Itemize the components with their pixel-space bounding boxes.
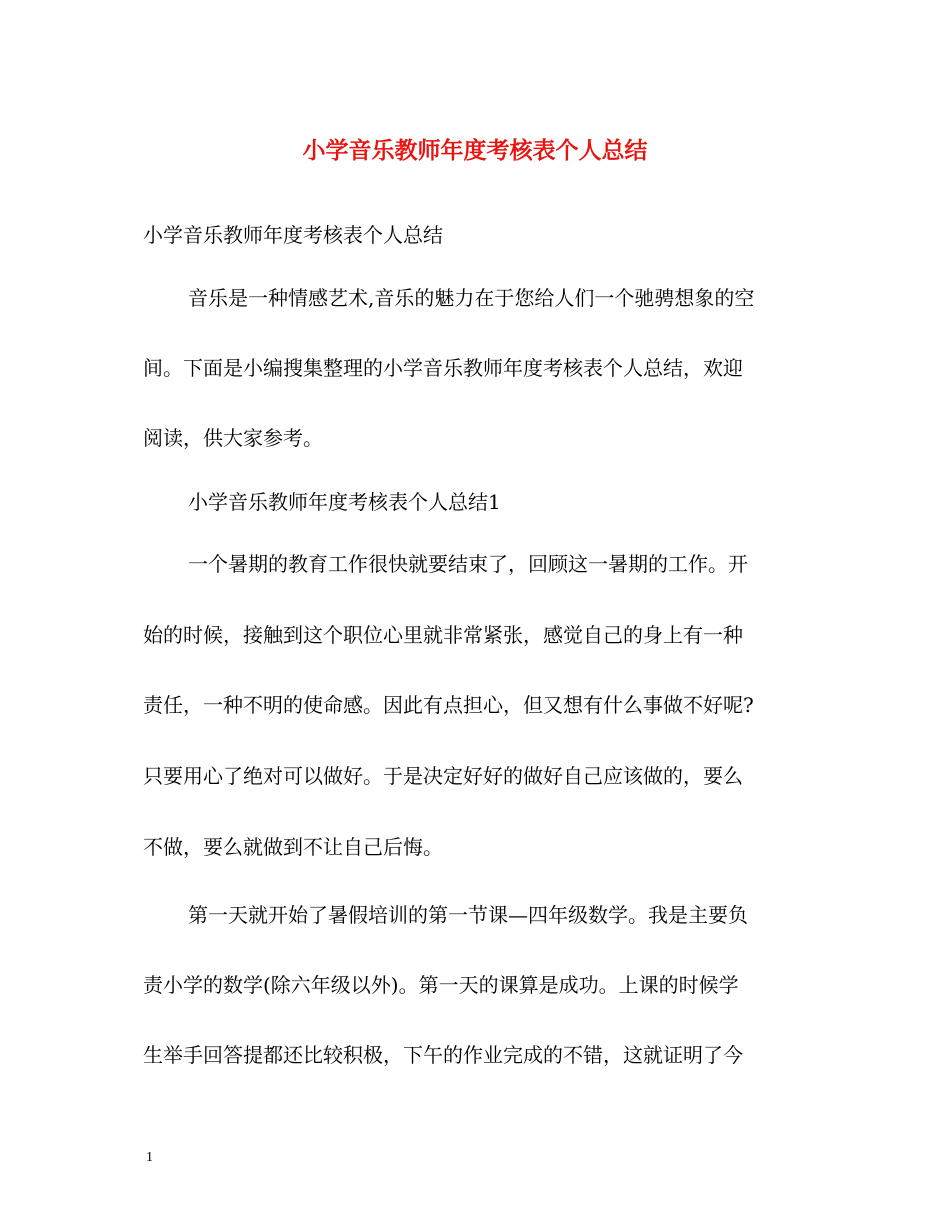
- text-line: 责任，一种不明的使命感。因此有点担心，但又想有什么事做不好呢?: [143, 693, 754, 717]
- document-title: 小学音乐教师年度考核表个人总结: [302, 137, 648, 164]
- subtitle-line: 小学音乐教师年度考核表个人总结: [143, 223, 443, 247]
- text-line: 责小学的数学(除六年级以外)。第一天的课算是成功。上课的时候学: [143, 973, 739, 997]
- text-line: 不做，要么就做到不让自己后悔。: [143, 835, 443, 859]
- text-line: 间。下面是小编搜集整理的小学音乐教师年度考核表个人总结，欢迎: [143, 356, 743, 380]
- page-number: 1: [146, 1150, 153, 1165]
- text-line: 只要用心了绝对可以做好。于是决定好好的做好自己应该做的，要么: [143, 764, 743, 788]
- text-line: 始的时候，接触到这个职位心里就非常紧张，感觉自己的身上有一种: [143, 623, 743, 647]
- text-line: 音乐是一种情感艺术,音乐的魅力在于您给人们一个驰骋想象的空: [188, 286, 755, 310]
- text-line: 一个暑期的教育工作很快就要结束了，回顾这一暑期的工作。开: [188, 552, 748, 576]
- section-heading: 小学音乐教师年度考核表个人总结1: [188, 490, 501, 514]
- text-line: 生举手回答提都还比较积极，下午的作业完成的不错，这就证明了今: [143, 1043, 743, 1067]
- text-line: 阅读，供大家参考。: [143, 426, 323, 450]
- text-line: 第一天就开始了暑假培训的第一节课—四年级数学。我是主要负: [188, 903, 748, 927]
